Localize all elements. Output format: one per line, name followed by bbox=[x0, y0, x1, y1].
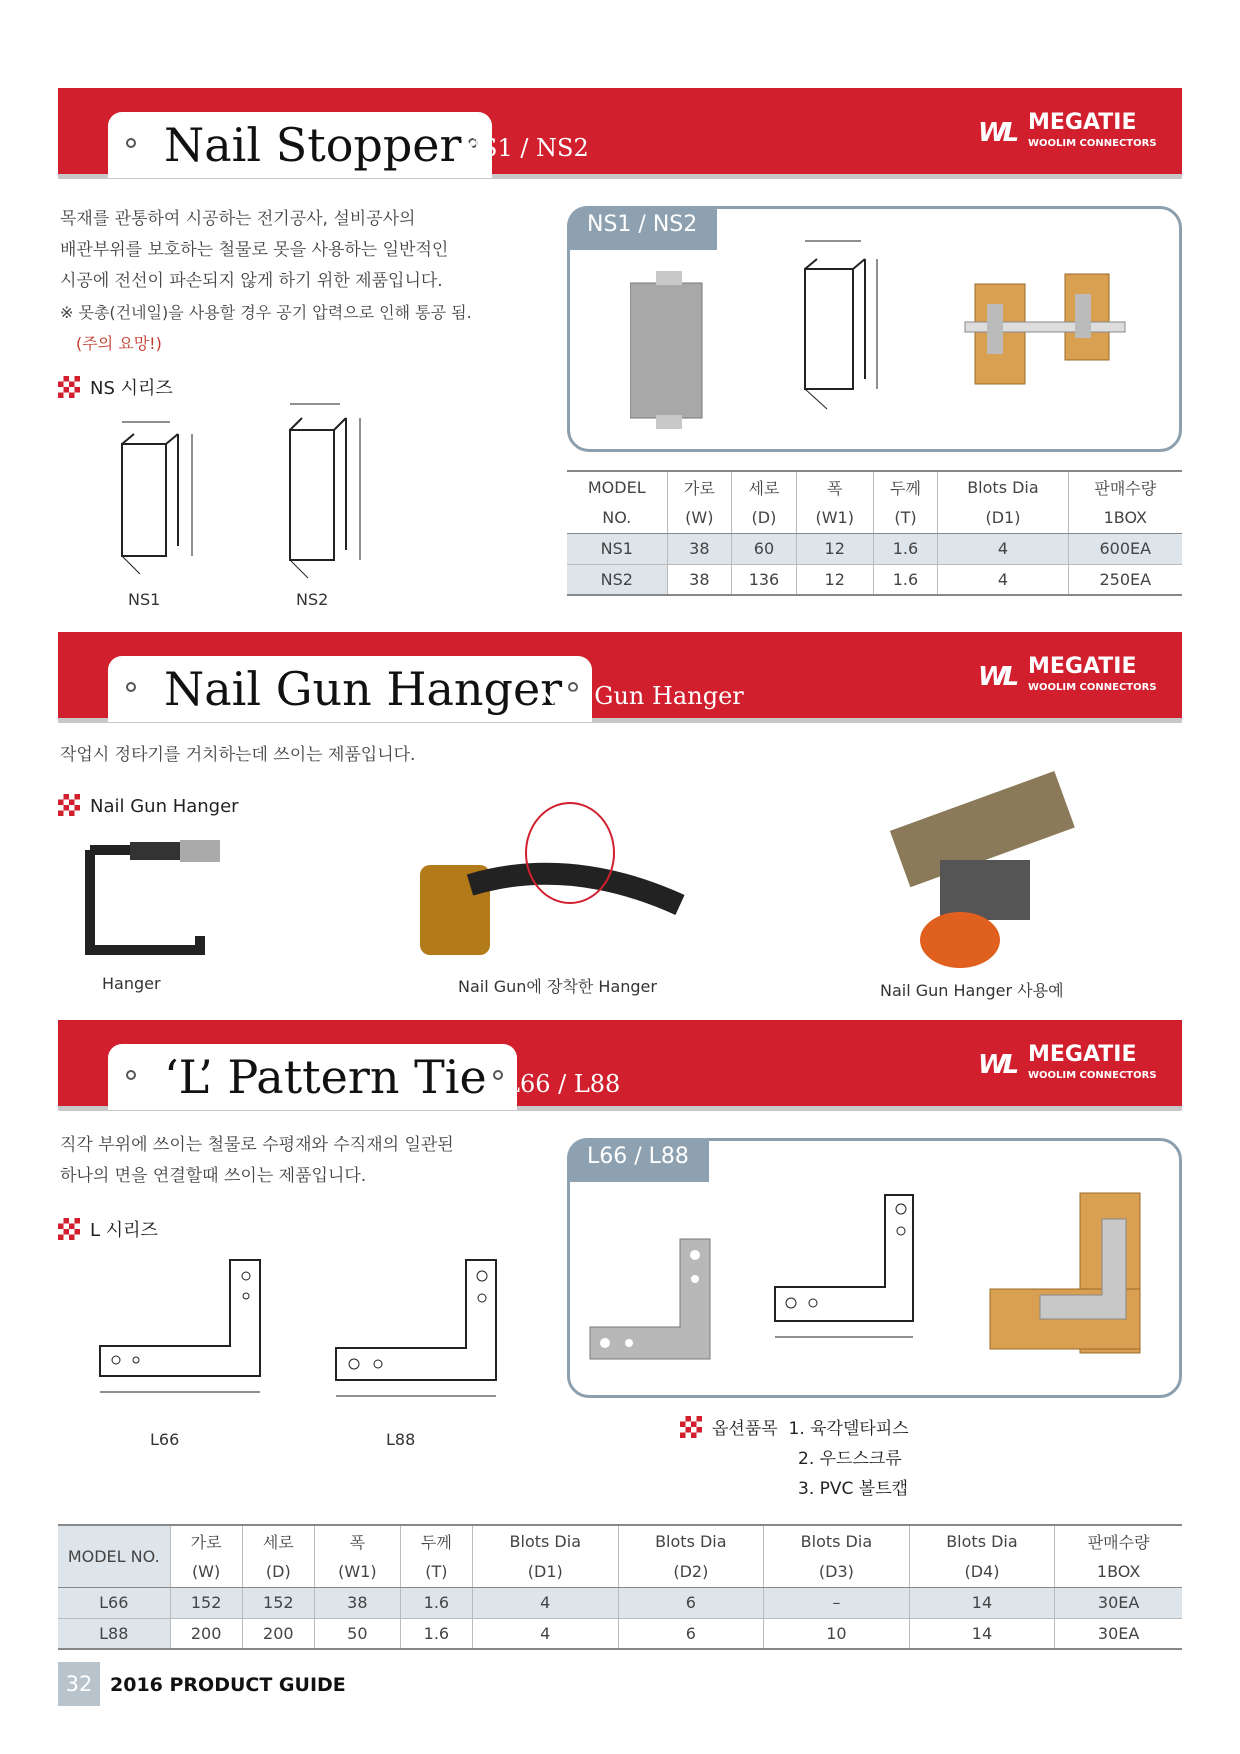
section-title: Nail Stopper bbox=[164, 118, 462, 172]
ns-spec-table: MODEL 가로 세로 폭 두께 Blots Dia 판매수량 NO. (W) (D) (W1) (T) (D1) 1BOX NS1 38 60 12 1.6 4 600EA NS2 38 136 12 1.6 4 250EA bbox=[567, 470, 1182, 596]
l-tie-photo bbox=[585, 1229, 725, 1369]
megatie-logo: WL MEGATIE WOOLIM CONNECTORS bbox=[978, 1042, 1157, 1081]
l66-caption: L66 bbox=[150, 1430, 180, 1449]
l-spec-table: MODEL NO. 가로 세로 폭 두께 Blots Dia Blots Dia Blots Dia Blots Dia 판매수량 (W) (D) (W1) (T) (D1) (D2) (D3) (D4) 1BOX L66 152 152 38 1.6 4 6 – 14 30EA L88 200 200 50 1.6 4 6 10 14 30EA bbox=[58, 1524, 1182, 1650]
footer-title: 2016 PRODUCT GUIDE bbox=[110, 1674, 346, 1696]
ns2-drawing bbox=[250, 390, 380, 588]
section-title: ‘L’ Pattern Tie bbox=[164, 1050, 487, 1104]
ns-photo bbox=[630, 259, 740, 434]
section-subtitle: L66 / L88 bbox=[504, 1070, 621, 1098]
section-title-tab bbox=[108, 656, 592, 722]
ns-installation-photo bbox=[935, 264, 1160, 394]
hanger-photo bbox=[80, 840, 240, 960]
nail-gun-hanger-description: 작업시 정타기를 거치하는데 쓰이는 제품입니다. bbox=[60, 745, 416, 765]
nail-gun-hanger-caption: Nail Gun에 장착한 Hanger bbox=[458, 977, 657, 996]
nail-stopper-description: 목재를 관통하여 시공하는 전기공사, 설비공사의 배관부위를 보호하는 철물로 못을 사용하는 일반적인 시공에 전선이 파손되지 않게 하기 위한 제품입니다. ※ 못총(건네일)을 사용할 경우 공기 압력으로 인해 통공 됨. (주의 요망!) bbox=[60, 209, 472, 353]
megatie-logo: WL MEGATIE WOOLIM CONNECTORS bbox=[978, 654, 1157, 693]
checker-icon bbox=[58, 1218, 80, 1240]
l-tie-installation-photo bbox=[980, 1189, 1170, 1359]
table-row: NS1 38 60 12 1.6 4 600EA bbox=[567, 533, 1182, 564]
hanger-caption: Hanger bbox=[102, 974, 161, 993]
checker-icon bbox=[58, 794, 80, 816]
l-pattern-tie-description: 직각 부위에 쓰이는 철물로 수평재와 수직재의 일관된 하나의 면을 연결할때 쓰이는 제품입니다. bbox=[60, 1135, 454, 1186]
section-banner-nail-gun-hanger bbox=[58, 632, 1182, 722]
l-tie-dimension-drawing bbox=[755, 1191, 955, 1351]
l88-drawing bbox=[300, 1256, 510, 1406]
usage-caption: Nail Gun Hanger 사용예 bbox=[880, 981, 1064, 1000]
panel-label: L66 / L88 bbox=[567, 1138, 709, 1182]
section-subtitle: Nail Gun Hanger bbox=[536, 682, 744, 710]
section-title: Nail Gun Hanger bbox=[164, 662, 563, 716]
nail-gun-with-hanger-photo bbox=[410, 795, 690, 970]
checker-icon bbox=[680, 1416, 702, 1438]
l-product-panel bbox=[567, 1138, 1182, 1398]
page-number: 32 bbox=[58, 1662, 100, 1706]
nail-gun-hanger-heading: Nail Gun Hanger bbox=[58, 794, 239, 817]
l88-caption: L88 bbox=[386, 1430, 416, 1449]
ns-series-heading: NS 시리즈 bbox=[58, 374, 173, 400]
ns-dimension-drawing bbox=[775, 229, 905, 429]
ns-product-panel bbox=[567, 206, 1182, 452]
l66-drawing bbox=[60, 1256, 270, 1406]
table-row: L88 200 200 50 1.6 4 6 10 14 30EA bbox=[58, 1618, 1182, 1649]
section-subtitle: NS1 / NS2 bbox=[460, 134, 589, 162]
section-banner-nail-stopper bbox=[58, 88, 1182, 178]
nail-gun-usage-photo bbox=[890, 770, 1080, 975]
ns2-caption: NS2 bbox=[296, 590, 329, 609]
options-list: 옵션품목 1. 육각델타피스 2. 우드스크류 3. PVC 볼트캡 bbox=[680, 1414, 909, 1504]
ns1-drawing bbox=[80, 408, 210, 588]
section-banner-l-pattern-tie bbox=[58, 1020, 1182, 1110]
checker-icon bbox=[58, 376, 80, 398]
section-title-tab bbox=[108, 1044, 517, 1110]
table-row: NS2 38 136 12 1.6 4 250EA bbox=[567, 564, 1182, 595]
panel-label: NS1 / NS2 bbox=[567, 206, 717, 250]
l-series-heading: L 시리즈 bbox=[58, 1216, 158, 1242]
section-title-tab bbox=[108, 112, 492, 178]
megatie-logo: WL MEGATIE WOOLIM CONNECTORS bbox=[978, 110, 1157, 149]
table-row: L66 152 152 38 1.6 4 6 – 14 30EA bbox=[58, 1587, 1182, 1618]
ns1-caption: NS1 bbox=[128, 590, 161, 609]
